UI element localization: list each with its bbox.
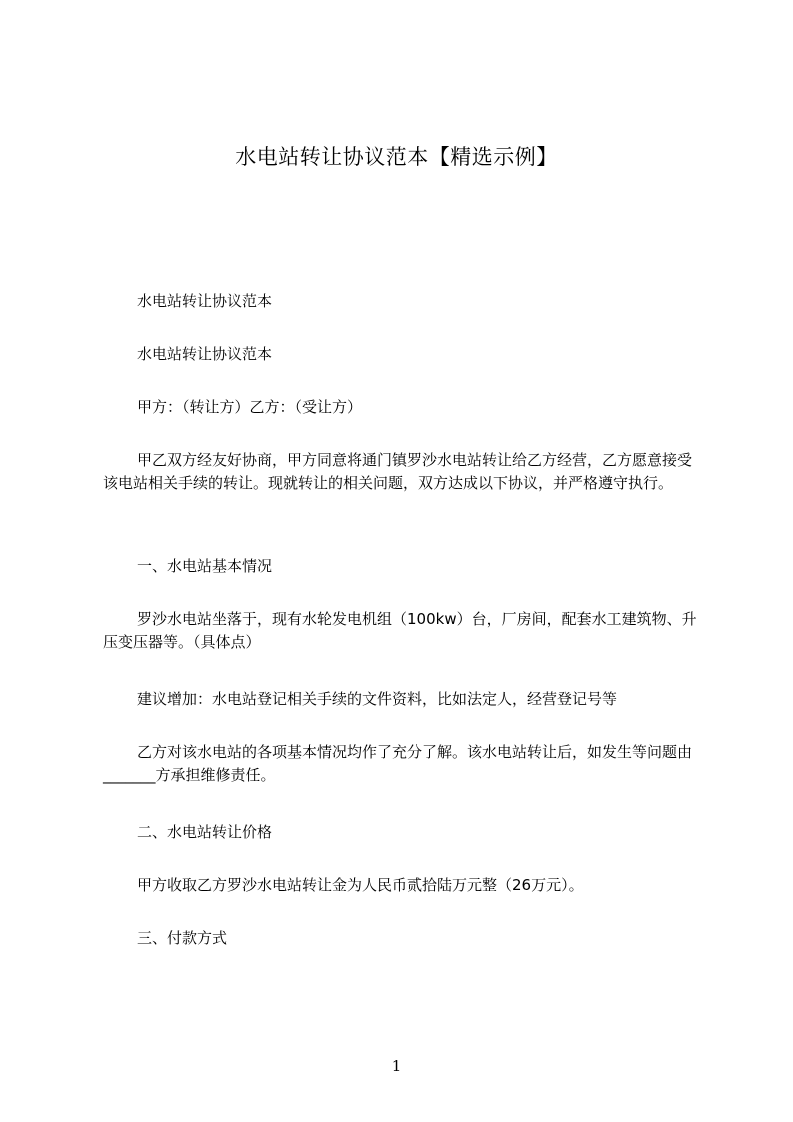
paragraph-heading-1: 水电站转让协议范本 — [137, 292, 273, 310]
document-title: 水电站转让协议范本【精选示例】 — [235, 145, 558, 169]
paragraph-price: 甲方收取乙方罗沙水电站转让金为人民币贰拾陆万元整（26万元）。 — [137, 876, 584, 894]
paragraph-intro: 甲乙双方经友好协商，甲方同意将通门镇罗沙水电站转让给乙方经营，乙方愿意接受该电站相关手续的转让。现就转让的相关问题，双方达成以下协议，并严格遵守执行。 — [103, 451, 693, 492]
section-heading-payment: 三、付款方式 — [137, 929, 228, 947]
paragraph-station-location: 罗沙水电站坐落于，现有水轮发电机组（100kw）台，厂房间，配套水工建筑物、升压变压器等。（具体点） — [103, 610, 697, 651]
section-heading-basic-info: 一、水电站基本情况 — [137, 557, 273, 575]
section-heading-price: 二、水电站转让价格 — [137, 823, 273, 841]
paragraph-maintenance: 乙方对该水电站的各项基本情况均作了充分了解。该水电站转让后，如发生等问题由_______方承担维修责任。 — [103, 743, 693, 784]
paragraph-heading-2: 水电站转让协议范本 — [137, 345, 273, 363]
paragraph-parties: 甲方：（转让方）乙方：（受让方） — [137, 398, 363, 416]
paragraph-suggestion: 建议增加：水电站登记相关手续的文件资料，比如法定人，经营登记号等 — [137, 690, 618, 708]
page-number: 1 — [391, 1057, 402, 1075]
